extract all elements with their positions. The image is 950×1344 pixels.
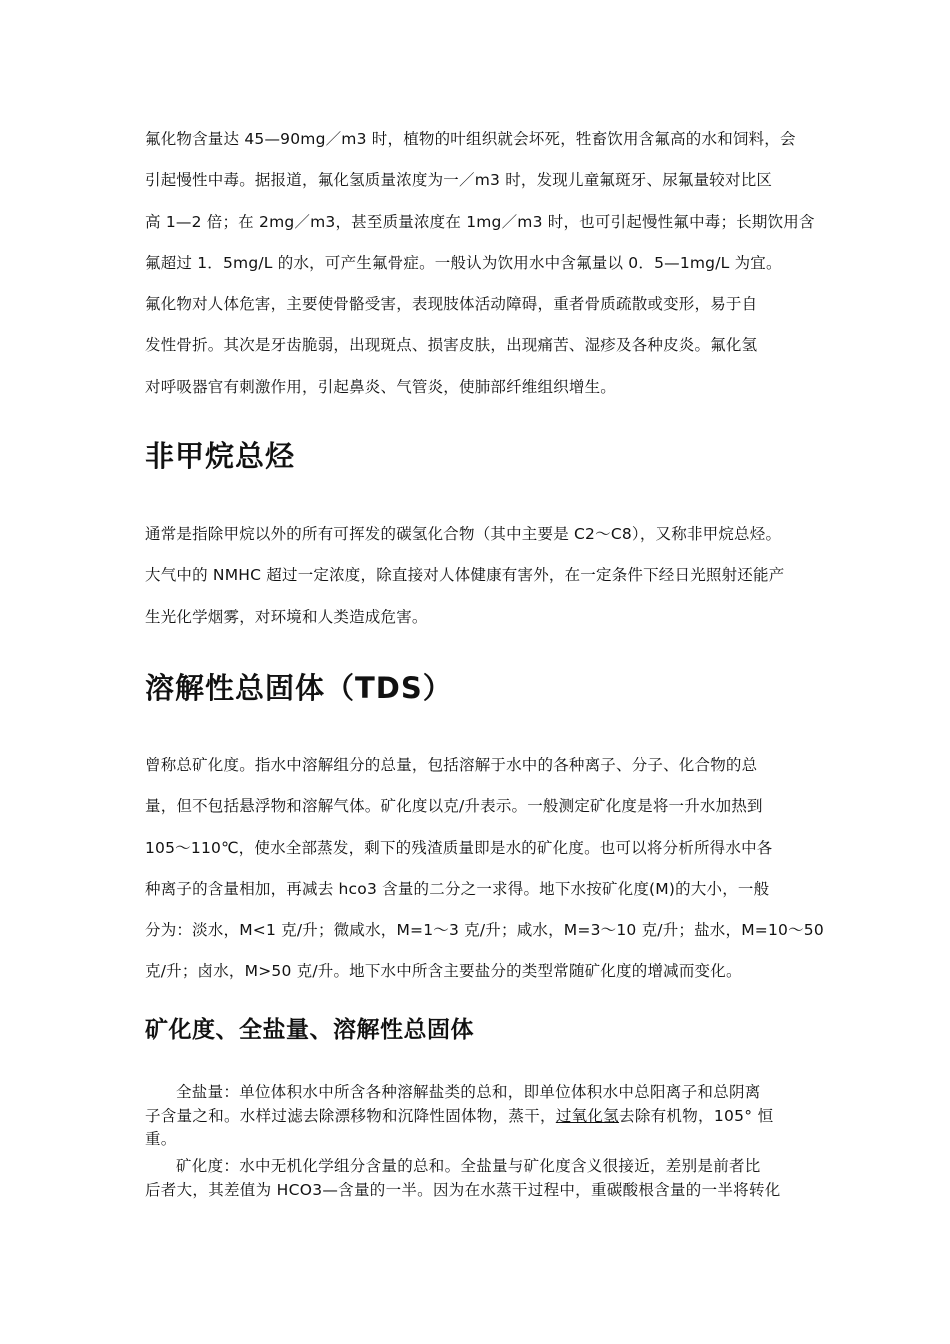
nmhc-line-3: 生光化学烟雾，对环境和人类造成危害。 bbox=[145, 607, 428, 626]
fluoride-line-2: 引起慢性中毒。据报道，氟化氢质量浓度为一／m3 时，发现儿童氟斑牙、尿氟量较对比区 bbox=[145, 171, 773, 190]
tds-line-6: 克/升；卤水，M>50 克/升。地下水中所含主要盐分的类型常随矿化度的增减而变化。 bbox=[145, 962, 742, 981]
fluoride-line-4: 氟超过 1．5mg/L 的水，可产生氟骨症。一般认为饮用水中含氟量以 0．5—1mg/L 为宜。 bbox=[145, 253, 782, 272]
tds-line-5: 分为：淡水，M<1 克/升；微咸水，M=1～3 克/升；咸水，M=3～10 克/升；盐水，M=10～50 bbox=[145, 921, 824, 940]
nmhc-paragraph bbox=[145, 514, 845, 638]
total-salt-line-2-start: 子含量之和。水样过滤去除漂移物和沉降性固体物，蒸干， bbox=[145, 1106, 556, 1125]
total-salt-line-1: 全盐量：单位体积水中所含各种溶解盐类的总和，即单位体积水中总阳离子和总阴离 bbox=[176, 1083, 761, 1101]
mineralization-line-1: 矿化度：水中无机化学组分含量的总和。全盐量与矿化度含义很接近，差别是前者比 bbox=[176, 1157, 761, 1175]
tds-line-2: 量，但不包括悬浮物和溶解气体。矿化度以克/升表示。一般测定矿化度是将一升水加热到 bbox=[145, 797, 763, 816]
mineral-heading: 矿化度、全盐量、溶解性总固体 bbox=[145, 1017, 474, 1043]
fluoride-line-7: 对呼吸器官有刺激作用，引起鼻炎、气管炎，使肺部纤维组织增生。 bbox=[145, 377, 617, 396]
tds-line-1: 曾称总矿化度。指水中溶解组分的总量，包括溶解于水中的各种离子、分子、化合物的总 bbox=[145, 756, 758, 774]
fluoride-line-3: 高 1—2 倍；在 2mg／m3，甚至质量浓度在 1mg／m3 时，也可引起慢性氟中毒；长期饮用含 bbox=[145, 212, 815, 231]
total-salt-paragraph bbox=[145, 1081, 825, 1152]
nmhc-line-1: 通常是指除甲烷以外的所有可挥发的碳氢化合物（其中主要是 C2～C8），又称非甲烷总烃。 bbox=[145, 525, 782, 543]
mineralization-line-2: 后者大，其差值为 HCO3—含量的一半。因为在水蒸干过程中，重碳酸根含量的一半将转化 bbox=[145, 1180, 781, 1199]
total-salt-line-2 bbox=[145, 1105, 825, 1129]
nmhc-heading: 非甲烷总烃 bbox=[145, 439, 296, 473]
total-salt-line-2-end: 去除有机物，105° 恒 bbox=[619, 1106, 774, 1125]
tds-line-3: 105～110℃，使水全部蒸发，剩下的残渣质量即是水的矿化度。也可以将分析所得水中各 bbox=[145, 838, 773, 857]
fluoride-line-1: 氟化物含量达 45—90mg／m3 时，植物的叶组织就会坏死，牲畜饮用含氟高的水和饲料，会 bbox=[145, 130, 796, 148]
hydrogen-peroxide-link[interactable]: 过氧化氢 bbox=[555, 1106, 620, 1125]
fluoride-paragraph bbox=[145, 119, 825, 408]
tds-heading: 溶解性总固体（TDS） bbox=[145, 671, 453, 705]
fluoride-line-6: 发性骨折。其次是牙齿脆弱，出现斑点、损害皮肤，出现痛苦、湿疹及各种皮炎。氟化氢 bbox=[145, 336, 758, 355]
tds-line-4: 种离子的含量相加，再减去 hco3 含量的二分之一求得。地下水按矿化度(M)的大小，一般 bbox=[145, 879, 770, 898]
tds-paragraph bbox=[145, 745, 825, 993]
nmhc-line-2: 大气中的 NMHC 超过一定浓度，除直接对人体健康有害外，在一定条件下经日光照射还能产 bbox=[145, 566, 785, 585]
total-salt-line-3: 重。 bbox=[145, 1130, 177, 1148]
fluoride-line-5: 氟化物对人体危害，主要使骨骼受害，表现肢体活动障碍，重者骨质疏散或变形，易于自 bbox=[145, 295, 758, 314]
mineralization-paragraph bbox=[145, 1155, 825, 1202]
